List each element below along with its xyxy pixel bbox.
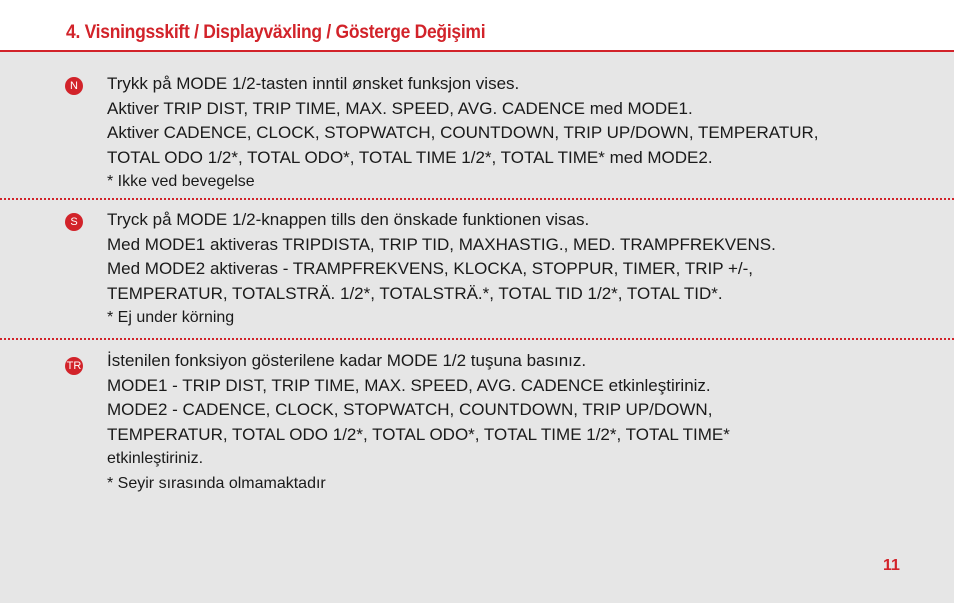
text-line: Tryck på MODE 1/2-knappen tills den önskade funktionen visas.	[107, 210, 590, 229]
page-header	[0, 0, 954, 52]
text-line: MODE2 - CADENCE, CLOCK, STOPWATCH, COUNTDOWN, TRIP UP/DOWN,	[107, 400, 713, 420]
text-line: Med MODE2 aktiveras - TRAMPFREKVENS, KLOCKA, STOPPUR, TIMER, TRIP +/-,	[107, 259, 753, 279]
section-divider	[0, 338, 954, 340]
section-divider	[0, 198, 954, 200]
text-line: MODE1 - TRIP DIST, TRIP TIME, MAX. SPEED, AVG. CADENCE etkinleştiriniz.	[107, 375, 711, 395]
instruction-text	[107, 349, 730, 497]
text-line: TEMPERATUR, TOTAL ODO 1/2*, TOTAL ODO*, TOTAL TIME 1/2*, TOTAL TIME*	[107, 424, 730, 444]
language-badge-s: S	[65, 213, 83, 231]
instruction-text	[107, 208, 776, 331]
text-line: TOTAL ODO 1/2*, TOTAL ODO*, TOTAL TIME 1/2*, TOTAL TIME* med MODE2.	[107, 147, 713, 167]
text-line: Aktiver TRIP DIST, TRIP TIME, MAX. SPEED, AVG. CADENCE med MODE1.	[107, 98, 693, 118]
text-line: etkinleştiriniz.	[107, 450, 204, 468]
footnote-line: * Seyir sırasında olmamaktadır	[107, 474, 326, 492]
text-line: TEMPERATUR, TOTALSTRÄ. 1/2*, TOTALSTRÄ.*, TOTAL TID 1/2*, TOTAL TID*.	[107, 283, 723, 303]
text-line: Med MODE1 aktiveras TRIPDISTA, TRIP TID, MAXHASTIG., MED. TRAMPFREKVENS.	[107, 234, 776, 254]
page-number: 11	[883, 557, 900, 574]
language-badge-tr: TR	[65, 357, 83, 375]
page-title: 4. Visningsskift / Displayväxling / Gösterge Değişimi	[66, 22, 486, 43]
content-panel	[0, 52, 954, 603]
text-line: Aktiver CADENCE, CLOCK, STOPWATCH, COUNTDOWN, TRIP UP/DOWN, TEMPERATUR,	[107, 123, 819, 143]
text-line: İstenilen fonksiyon gösterilene kadar MODE 1/2 tuşuna basınız.	[107, 351, 587, 370]
footnote-line: * Ikke ved bevegelse	[107, 173, 255, 191]
text-line: Trykk på MODE 1/2-tasten inntil ønsket funksjon vises.	[107, 74, 520, 93]
footnote-line: * Ej under körning	[107, 309, 235, 327]
instruction-text	[107, 72, 819, 195]
language-badge-n: N	[65, 77, 83, 95]
